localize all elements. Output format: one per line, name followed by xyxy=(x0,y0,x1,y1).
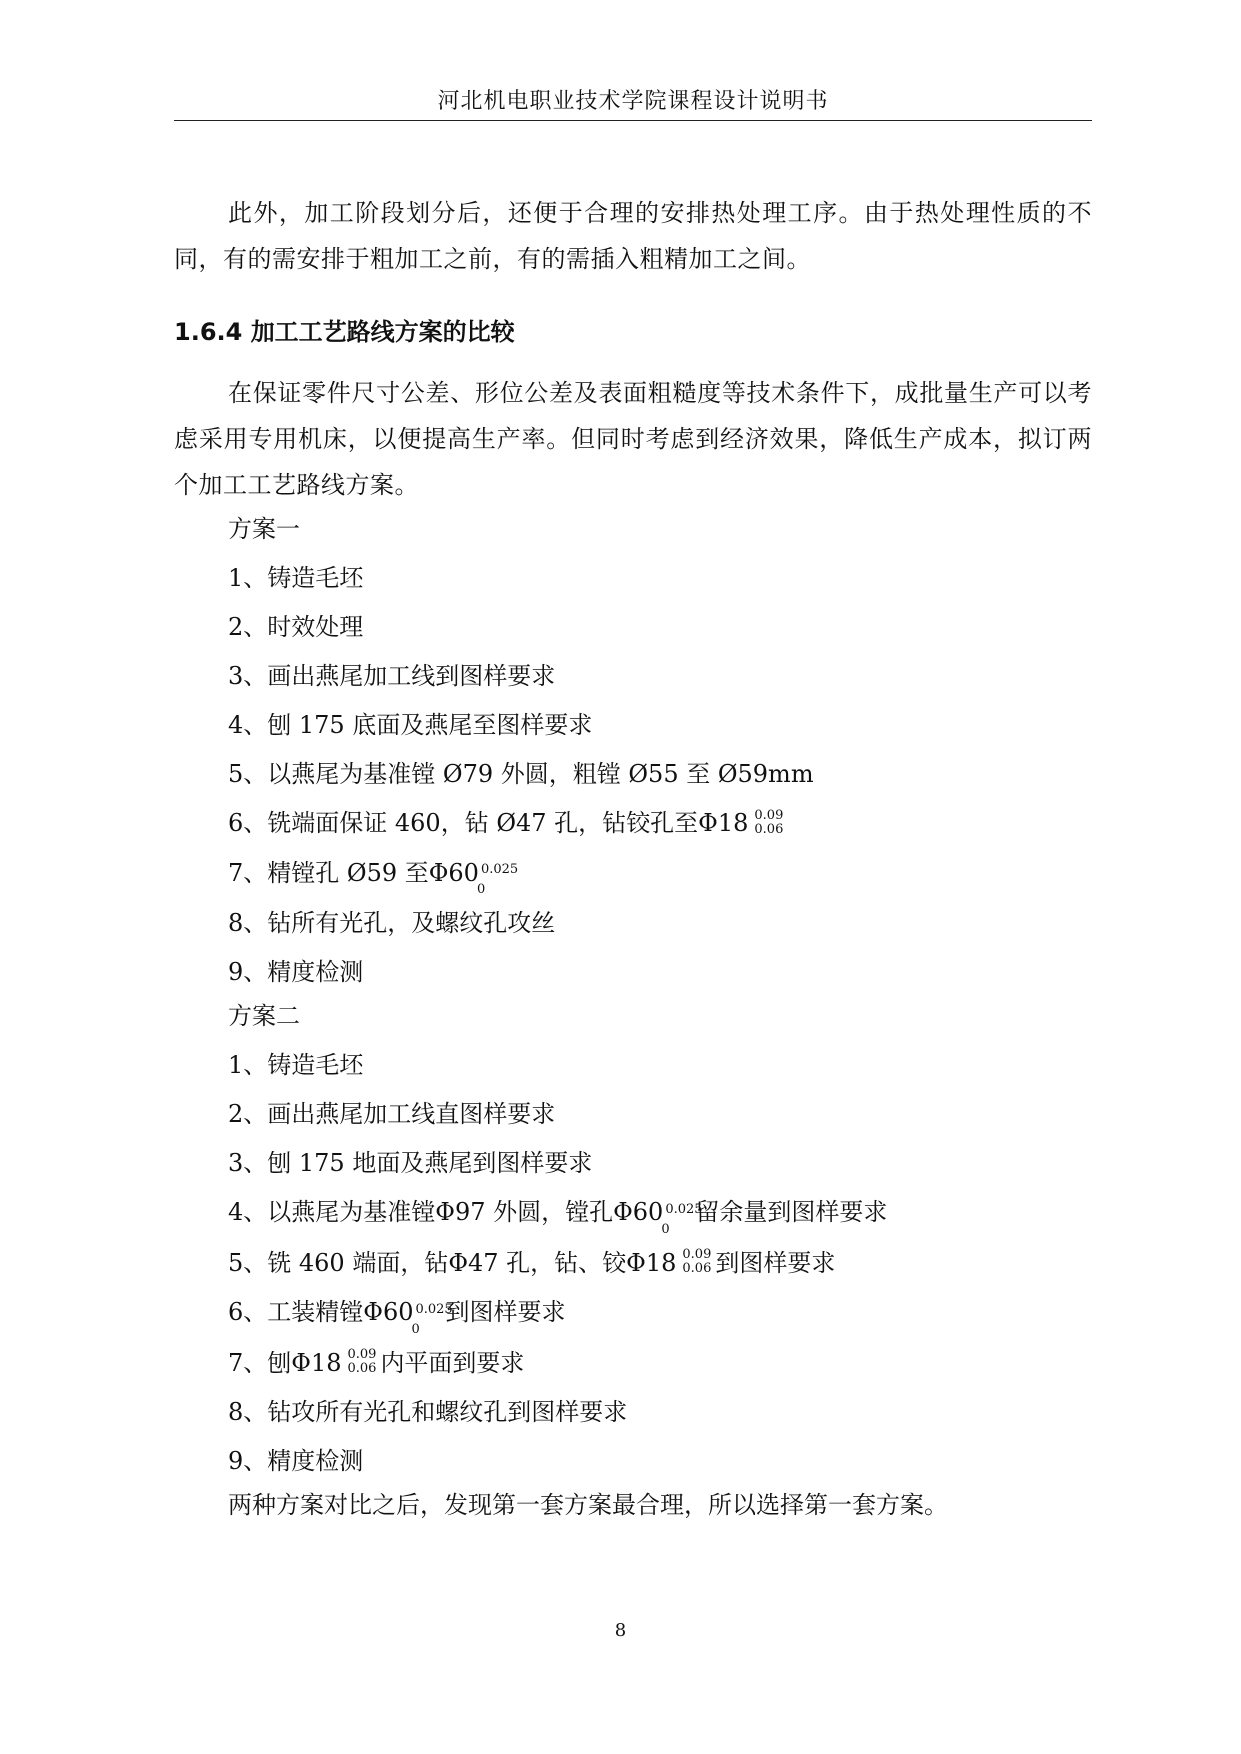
plan2-step-5-text: 5、铣 460 端面，钻Φ47 孔，钻、铰Φ18 xyxy=(228,1248,677,1277)
plan1-step-7-text: 7、精镗孔 Ø59 至Φ60 xyxy=(228,858,479,887)
plan1-step-1: 1、铸造毛坯 xyxy=(228,564,364,592)
page-header xyxy=(174,84,1092,121)
page-number: 8 xyxy=(614,1620,627,1641)
tolerance-upper: 0.09 xyxy=(682,1247,712,1262)
conclusion: 两种方案对比之后，发现第一套方案最合理，所以选择第一套方案。 xyxy=(228,1491,948,1519)
plan2-step-4-text: 4、以燕尾为基准镗Φ97 外圆，镗孔Φ60 xyxy=(228,1198,664,1226)
plan2-step-7 xyxy=(228,1348,1092,1379)
plan1-step-8: 8、钻所有光孔，及螺纹孔攻丝 xyxy=(228,909,556,937)
plan1-step-5: 5、以燕尾为基准镗 Ø79 外圆，粗镗 Ø55 至 Ø59mm xyxy=(228,760,814,788)
plan1-step-7-tolerance xyxy=(476,859,519,897)
tolerance-lower: 0.06 xyxy=(754,821,784,837)
header-title: 河北机电职业技术学院课程设计说明书 xyxy=(437,89,829,114)
tolerance-upper: 0.09 xyxy=(347,1347,377,1362)
plan2-step-5-suffix: 到图样要求 xyxy=(715,1248,836,1277)
plan2-step-4-suffix: 留余量到图样要求 xyxy=(695,1198,888,1226)
plan2-step-5-tolerance xyxy=(682,1248,711,1276)
plan2-step-1: 1、铸造毛坯 xyxy=(228,1051,364,1079)
plan2-step-4 xyxy=(228,1197,1092,1237)
intro-paragraph: 此外，加工阶段划分后，还便于合理的安排热处理工序。由于热处理性质的不同，有的需安排于粗加工之前，有的需插入粗精加工之间。 xyxy=(174,199,1092,273)
plan1-step-9: 9、精度检测 xyxy=(228,958,364,986)
plan1-step-2: 2、时效处理 xyxy=(228,613,364,641)
plan2-title: 方案二 xyxy=(228,1002,300,1030)
tolerance-upper: 0.025 xyxy=(415,1301,453,1317)
tolerance-lower: 0 xyxy=(476,882,486,897)
plan2-step-7-suffix: 内平面到要求 xyxy=(380,1348,525,1377)
plan2-step-6-text: 6、工装精镗Φ60 xyxy=(228,1298,414,1326)
plan2-step-2: 2、画出燕尾加工线直图样要求 xyxy=(228,1100,556,1128)
section-heading: 1.6.4 加工工艺路线方案的比较 xyxy=(174,318,515,346)
plan1-step-4: 4、刨 175 底面及燕尾至图样要求 xyxy=(228,711,593,739)
plan2-step-8: 8、钻攻所有光孔和螺纹孔到图样要求 xyxy=(228,1398,628,1426)
plan1-step-6-tolerance xyxy=(754,809,783,837)
plan2-step-6 xyxy=(228,1297,1092,1337)
plan2-step-3: 3、刨 175 地面及燕尾到图样要求 xyxy=(228,1149,593,1177)
tolerance-lower: 0.06 xyxy=(682,1261,712,1276)
tolerance-lower: 0 xyxy=(661,1221,670,1237)
tolerance-lower: 0.06 xyxy=(347,1361,377,1376)
tolerance-upper: 0.025 xyxy=(480,862,519,877)
plan2-step-9: 9、精度检测 xyxy=(228,1447,364,1475)
tolerance-upper: 0.09 xyxy=(754,807,784,823)
plan2-step-6-tolerance xyxy=(411,1299,453,1337)
document-body xyxy=(174,190,1092,1539)
plan1-step-6-text: 6、铣端面保证 460，钻 Ø47 孔，钻铰孔至Φ18 xyxy=(228,809,749,837)
tolerance-upper: 0.025 xyxy=(665,1201,703,1217)
plan2-step-4-tolerance xyxy=(661,1199,703,1237)
tolerance-lower: 0 xyxy=(411,1321,420,1337)
plan2-step-5 xyxy=(228,1248,1092,1279)
plan1-step-7 xyxy=(228,858,1092,897)
plan2-step-6-suffix: 到图样要求 xyxy=(445,1298,566,1326)
plan2-step-7-text: 7、刨Φ18 xyxy=(228,1348,342,1377)
plan1-step-6 xyxy=(228,808,1092,839)
section-paragraph: 在保证零件尺寸公差、形位公差及表面粗糙度等技术条件下，成批量生产可以考虑采用专用机床，以便提高生产率。但同时考虑到经济效果，降低生产成本，拟订两个加工工艺路线方案。 xyxy=(174,379,1092,499)
plan1-title: 方案一 xyxy=(228,515,300,543)
plan1-step-3: 3、画出燕尾加工线到图样要求 xyxy=(228,662,556,690)
plan2-step-7-tolerance xyxy=(347,1348,376,1376)
